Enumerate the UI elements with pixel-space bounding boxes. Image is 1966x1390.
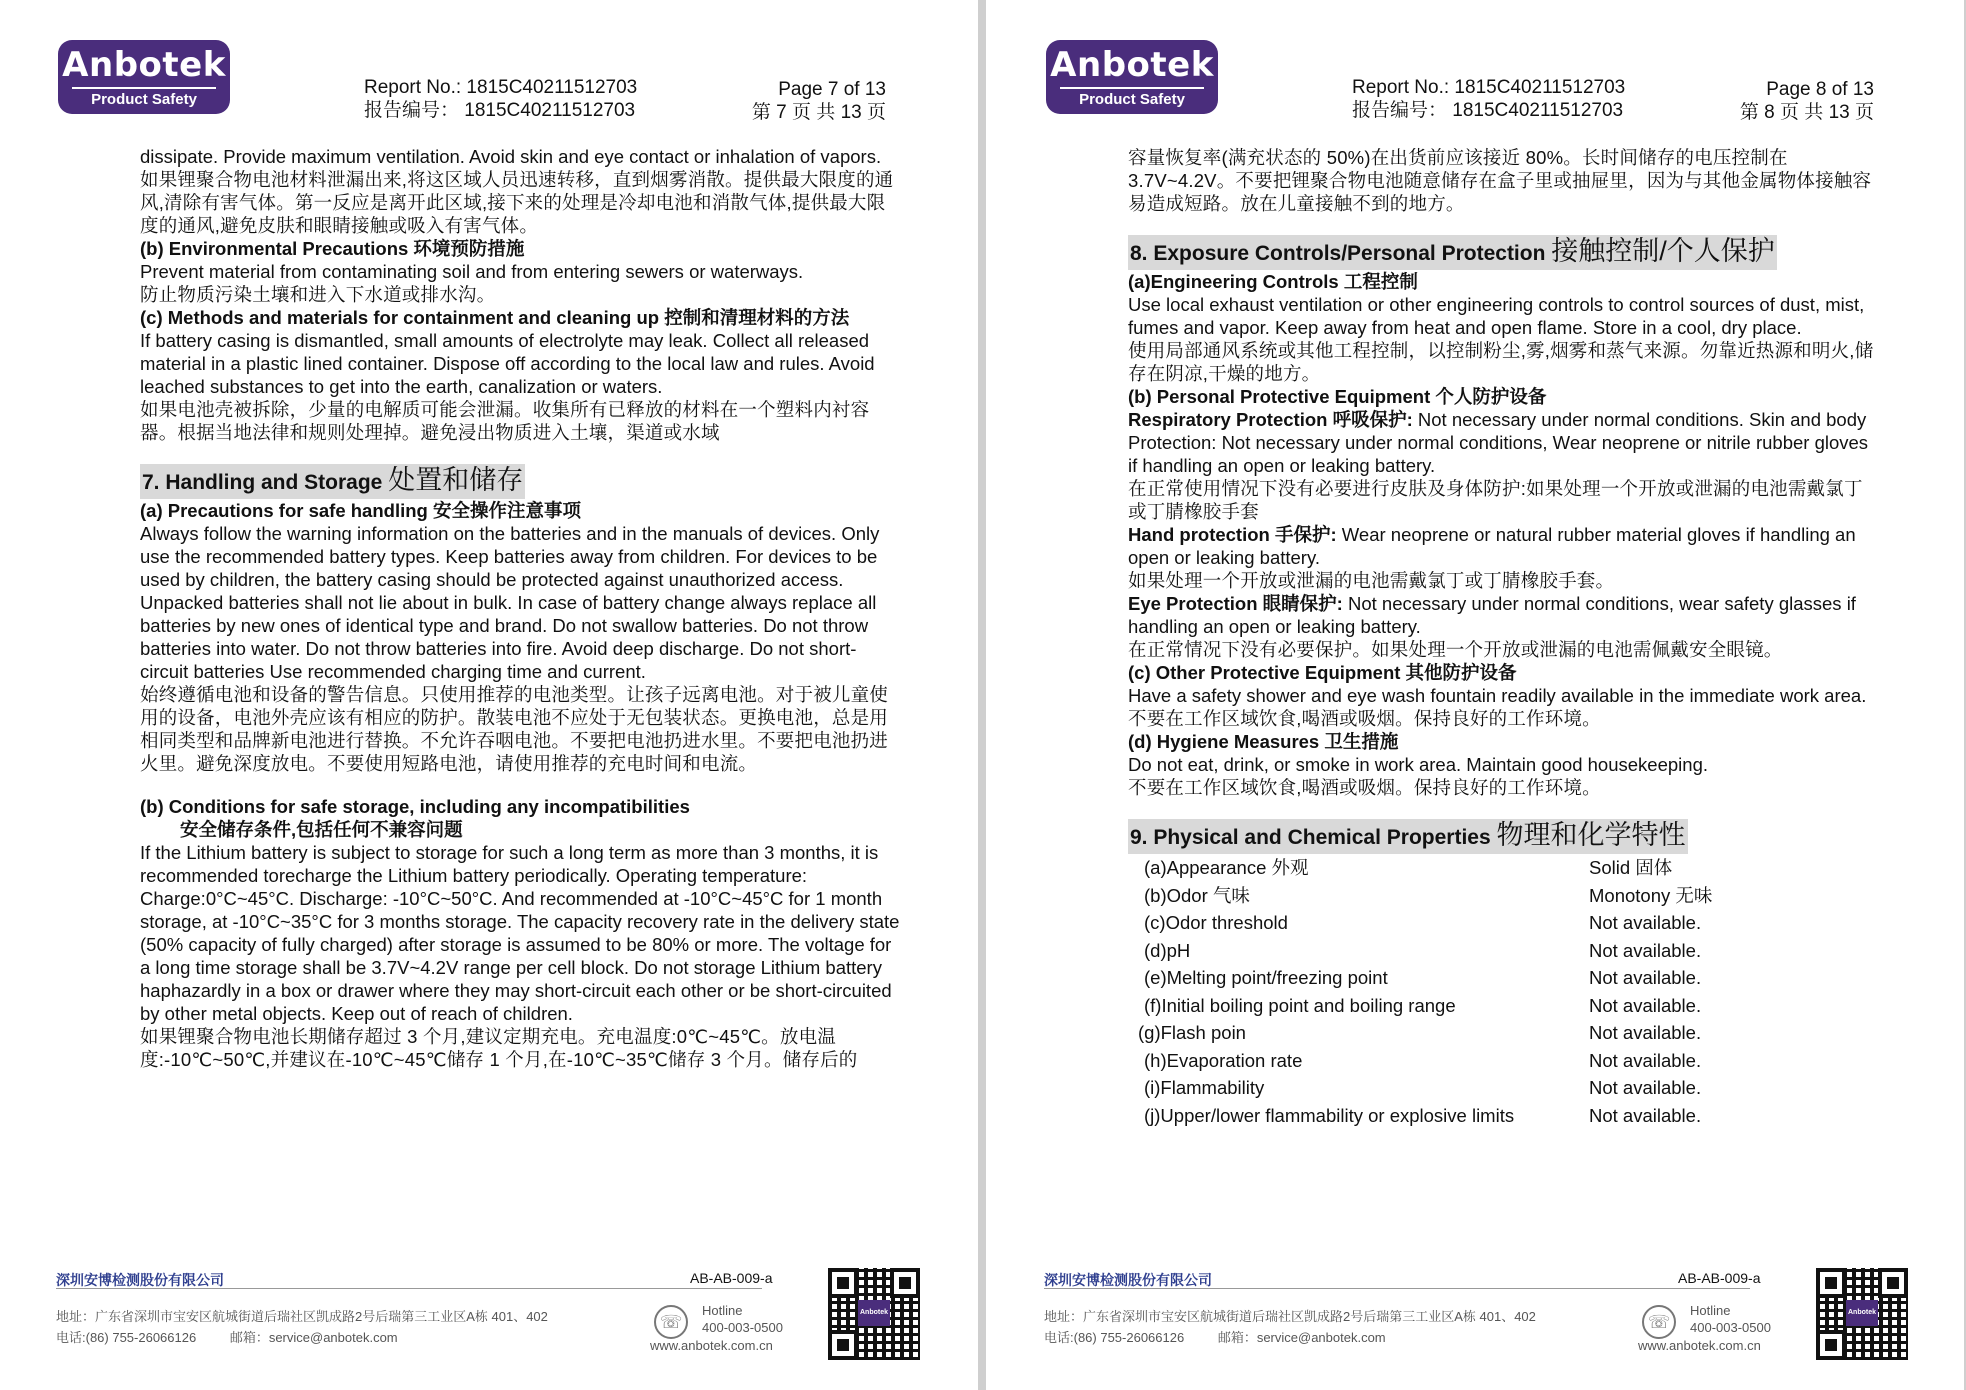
subsection-heading-cn: 安全储存条件,包括任何不兼容问题 <box>180 819 463 840</box>
page-body <box>140 145 900 1071</box>
anbotek-logo <box>1046 40 1218 114</box>
page-footer <box>56 1262 922 1372</box>
section-title-cn: 物理和化学特性 <box>1496 820 1686 850</box>
property-label: (j)Upper/lower flammability or explosive limits <box>1144 1104 1515 1126</box>
table-row <box>1128 964 1876 992</box>
inline-label: Respiratory Protection 呼吸保护: <box>1128 409 1413 430</box>
property-value: Not available. <box>1589 1049 1702 1071</box>
property-label: (i)Flammability <box>1144 1077 1265 1099</box>
page-number-en: Page 7 of 13 <box>778 79 886 100</box>
subsection-heading: (b) Personal Protective Equipment 个人防护设备 <box>1128 386 1547 407</box>
page-number-cn: 第 7 页 共 13 页 <box>751 102 886 123</box>
property-value: Not available. <box>1589 1104 1702 1126</box>
page-number-en: Page 8 of 13 <box>1766 79 1874 100</box>
property-value: Solid 固体 <box>1589 857 1673 879</box>
footer-website: www.anbotek.com.cn <box>650 1338 773 1353</box>
paragraph <box>1128 408 1876 477</box>
property-label: (b)Odor 气味 <box>1144 884 1250 906</box>
paragraph-cn: 如果锂聚合物电池长期储存超过 3 个月,建议定期充电。充电温度:0℃~45℃。放电温度:-10℃~50℃,并建议在-10℃~45℃储存 1 个月,在-10℃~35℃储存 3 个月。储存后的 <box>140 1026 858 1070</box>
subsection-heading: (a)Engineering Controls 工程控制 <box>1128 271 1418 292</box>
paragraph-cn: 容量恢复率(满充状态的 50%)在出货前应该接近 80%。长时间储存的电压控制在 3.7V~4.2V。不要把锂聚合物电池随意储存在盒子里或抽屉里，因为与其他金属物体接触容易造成短路。放在儿童接触不到的地方。 <box>1128 147 1872 214</box>
paragraph <box>1128 592 1876 638</box>
paragraph: Do not eat, drink, or smoke in work area. Maintain good housekeeping. <box>1128 754 1708 775</box>
paragraph: dissipate. Provide maximum ventilation. Avoid skin and eye contact or inhalation of vapors. <box>140 146 882 167</box>
page-number <box>1740 78 1874 124</box>
report-number-en: Report No.: 1815C40211512703 <box>364 77 638 98</box>
footer-email: 邮箱：service@anbotek.com <box>1217 1330 1386 1345</box>
property-value: Not available. <box>1589 1022 1702 1044</box>
document-page-7 <box>0 0 978 1390</box>
logo-tagline: Product Safety <box>1060 87 1204 108</box>
section-heading-9 <box>1128 819 1688 854</box>
table-row <box>1128 1019 1876 1047</box>
table-row <box>1128 909 1876 937</box>
footer-website: www.anbotek.com.cn <box>1638 1338 1761 1353</box>
qr-logo: Anbotek <box>858 1300 890 1326</box>
qr-logo: Anbotek <box>1846 1300 1878 1326</box>
section-heading-8 <box>1128 235 1777 270</box>
property-value: Not available. <box>1589 912 1702 934</box>
page-number <box>752 78 886 124</box>
report-number-cn: 报告编号： 1815C40211512703 <box>1352 100 1624 121</box>
phone-icon: ☏ <box>1642 1305 1676 1339</box>
section-heading-7 <box>140 464 525 499</box>
footer-company: 深圳安博检测股份有限公司 <box>1044 1272 1212 1288</box>
phone-icon: ☏ <box>654 1305 688 1339</box>
property-label: (c)Odor threshold <box>1144 912 1288 934</box>
footer-hotline <box>702 1302 783 1336</box>
inline-text: Wear neoprene or natural rubber material gloves if handling an open or leaking battery. <box>1128 524 1856 568</box>
properties-table <box>1128 854 1876 1129</box>
footer-form-code: AB-AB-009-a <box>1678 1270 1761 1286</box>
footer-hotline <box>1690 1302 1771 1336</box>
paragraph-cn: 防止物质污染土壤和进入下水道或排水沟。 <box>140 284 496 305</box>
logo-brand-text: Anbotek <box>62 45 226 85</box>
footer-contact <box>56 1327 428 1346</box>
section-title-en: 8. Exposure Controls/Personal Protection <box>1130 242 1546 265</box>
property-label: (h)Evaporation rate <box>1144 1049 1303 1071</box>
footer-company: 深圳安博检测股份有限公司 <box>56 1272 224 1288</box>
paragraph-cn: 在正常使用情况下没有必要进行皮肤及身体防护:如果处理一个开放或泄漏的电池需戴氯丁或丁腈橡胶手套 <box>1128 478 1863 522</box>
hotline-label: Hotline <box>1690 1303 1731 1318</box>
paragraph: Always follow the warning information on the batteries and in the manuals of devices. Only use the recommended battery types. Keep batteries away from children. For devices to be used by children, the battery casing should be protected against unauthorized access. Unpacked batteries shall not lie about in bulk. In case of battery change always replace all batteries by new ones of identical type and brand. Do not swallow batteries. Do not throw batteries into water. Do not throw batteries into fire. Avoid deep discharge. Do not short-circuit batteries Use recommended charging time and current. <box>140 523 880 682</box>
report-number-en: Report No.: 1815C40211512703 <box>1352 77 1626 98</box>
page-number-cn: 第 8 页 共 13 页 <box>1739 102 1874 123</box>
property-value: Monotony 无味 <box>1589 884 1713 906</box>
subsection-heading: (d) Hygiene Measures 卫生措施 <box>1128 731 1399 752</box>
logo-tagline: Product Safety <box>72 87 216 108</box>
logo-brand-text: Anbotek <box>1050 45 1214 85</box>
paragraph-cn: 在正常情况下没有必要保护。如果处理一个开放或泄漏的电池需佩戴安全眼镜。 <box>1128 639 1783 660</box>
property-label: (d)pH <box>1144 939 1191 961</box>
paragraph: If battery casing is dismantled, small amounts of electrolyte may leak. Collect all released material in a plastic lined container. Dispose off according to the local law and rules. Avoid leached substances to get into the earth, canalization or waters. <box>140 330 875 397</box>
footer-tel: 电话:(86) 755-26066126 <box>56 1330 197 1345</box>
paragraph-cn: 不要在工作区域饮食,喝酒或吸烟。保持良好的工作环境。 <box>1128 777 1601 798</box>
subsection-heading: (c) Methods and materials for containment and cleaning up 控制和清理材料的方法 <box>140 307 850 328</box>
table-row <box>1128 882 1876 910</box>
paragraph-cn: 如果锂聚合物电池材料泄漏出来,将这区域人员迅速转移，直到烟雾消散。提供最大限度的通风,清除有害气体。第一反应是离开此区域,接下来的处理是冷却电池和消散气体,提供最大限度的通风,避免皮肤和眼睛接触或吸入有害气体。 <box>140 169 894 236</box>
footer-form-code: AB-AB-009-a <box>690 1270 773 1286</box>
property-label: (a)Appearance 外观 <box>1144 857 1309 879</box>
property-label: (f)Initial boiling point and boiling range <box>1144 994 1456 1016</box>
property-value: Not available. <box>1589 1077 1702 1099</box>
property-value: Not available. <box>1589 939 1702 961</box>
table-row <box>1128 1102 1876 1130</box>
page-body <box>1128 146 1876 1129</box>
property-label: (e)Melting point/freezing point <box>1144 967 1388 989</box>
page-footer <box>1044 1262 1910 1372</box>
document-page-8 <box>986 0 1964 1390</box>
report-number <box>1352 76 1625 122</box>
footer-contact <box>1044 1327 1416 1346</box>
report-number <box>364 76 637 122</box>
paragraph-cn: 如果电池壳被拆除，少量的电解质可能会泄漏。收集所有已释放的材料在一个塑料内衬容器。根据当地法律和规则处理掉。避免浸出物质进入土壤，渠道或水域 <box>140 399 870 443</box>
subsection-heading: (b) Environmental Precautions 环境预防措施 <box>140 238 525 259</box>
subsection-heading: (c) Other Protective Equipment 其他防护设备 <box>1128 662 1517 683</box>
inline-text: Not necessary under normal conditions, wear safety glasses if handling an open or leaking battery. <box>1128 593 1856 637</box>
paragraph <box>1128 523 1876 569</box>
footer-address: 地址：广东省深圳市宝安区航城街道后瑞社区凯成路2号后瑞第三工业区A栋 401、402 <box>56 1309 548 1324</box>
report-number-cn: 报告编号： 1815C40211512703 <box>364 100 636 121</box>
paragraph-cn: 始终遵循电池和设备的警告信息。只使用推荐的电池类型。让孩子远离电池。对于被儿童使用的设备，电池外壳应该有相应的防护。散装电池不应处于无包装状态。更换电池，总是用相同类型和品牌新电池进行替换。不允许吞咽电池。不要把电池扔进水里。不要把电池扔进火里。避免深度放电。不要使用短路电池，请使用推荐的充电时间和电流。 <box>140 684 889 774</box>
section-title-en: 7. Handling and Storage <box>142 471 383 494</box>
footer-divider <box>56 1288 762 1289</box>
footer-address: 地址：广东省深圳市宝安区航城街道后瑞社区凯成路2号后瑞第三工业区A栋 401、402 <box>1044 1309 1536 1324</box>
qr-code-icon <box>828 1268 920 1360</box>
section-title-en: 9. Physical and Chemical Properties <box>1130 826 1491 849</box>
table-row <box>1128 1047 1876 1075</box>
table-row <box>1128 937 1876 965</box>
paragraph: Have a safety shower and eye wash fountain readily available in the immediate work area. <box>1128 685 1867 706</box>
table-row <box>1128 854 1876 882</box>
section-title-cn: 处置和储存 <box>388 465 524 495</box>
inline-label: Eye Protection 眼睛保护: <box>1128 593 1343 614</box>
paragraph-cn: 使用局部通风系统或其他工程控制，以控制粉尘,雾,烟雾和蒸气来源。勿靠近热源和明火,储存在阴凉,干燥的地方。 <box>1128 340 1874 384</box>
inline-text: Not necessary under normal conditions. Skin and body Protection: Not necessary under normal conditions, Wear neoprene or nitrile rubber gloves if handling an open or leaking battery. <box>1128 409 1869 476</box>
subsection-heading: (a) Precautions for safe handling 安全操作注意事项 <box>140 500 581 521</box>
paragraph-cn: 不要在工作区域饮食,喝酒或吸烟。保持良好的工作环境。 <box>1128 708 1601 729</box>
footer-divider <box>1044 1288 1750 1289</box>
hotline-label: Hotline <box>702 1303 743 1318</box>
inline-label: Hand protection 手保护: <box>1128 524 1337 545</box>
table-row <box>1128 1074 1876 1102</box>
section-title-cn: 接触控制/个人保护 <box>1551 236 1775 266</box>
paragraph: If the Lithium battery is subject to storage for such a long term as more than 3 months, it is recommended torecharge the Lithium battery periodically. Operating temperature: Charge:0°C~45°C. Discharge: -10°C~50°C. And recommended at -10°C~45°C for 1 month storage, at -10°C~35°C for 3 months storage. The capacity recovery rate in the delivery state (50% capacity of fully charged) after storage is assumed to be 80% or more. The voltage for a long time storage shall be 3.7V~4.2V range per cell block. Do not storage Lithium battery haphazardly in a box or drawer where they may short-circuit each other or be short-circuited by other metal objects. Keep out of reach of children. <box>140 842 900 1024</box>
subsection-heading: (b) Conditions for safe storage, including any incompatibilities <box>140 796 690 817</box>
qr-code-icon <box>1816 1268 1908 1360</box>
footer-tel: 电话:(86) 755-26066126 <box>1044 1330 1185 1345</box>
footer-email: 邮箱：service@anbotek.com <box>229 1330 398 1345</box>
paragraph-cn: 如果处理一个开放或泄漏的电池需戴氯丁或丁腈橡胶手套。 <box>1128 570 1615 591</box>
paragraph: Use local exhaust ventilation or other engineering controls to control sources of dust, mist, fumes and vapor. Keep away from heat and open flame. Store in a cool, dry place. <box>1128 294 1865 338</box>
anbotek-logo <box>58 40 230 114</box>
hotline-number: 400-003-0500 <box>1690 1320 1771 1335</box>
table-row <box>1128 992 1876 1020</box>
property-label: (g)Flash poin <box>1138 1022 1246 1044</box>
property-value: Not available. <box>1589 967 1702 989</box>
paragraph: Prevent material from contaminating soil and from entering sewers or waterways. <box>140 261 804 282</box>
hotline-number: 400-003-0500 <box>702 1320 783 1335</box>
property-value: Not available. <box>1589 994 1702 1016</box>
